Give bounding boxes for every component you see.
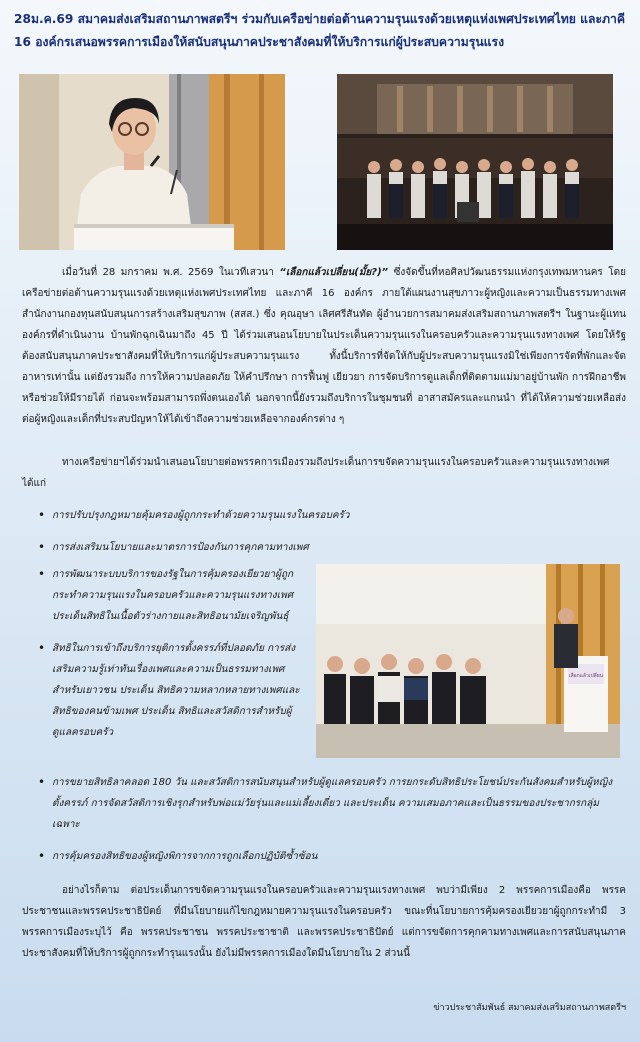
article-title: 28ม.ค.69 สมาคมส่งเสริมสถานภาพสตรีฯ ร่วมกับเครือข่ายต่อต้านความรุนแรงด้วยเหตุแห่งเพศประเทศไทย และภาคี 16 องค์กรเสนอพรรคการเมืองให้สนับสนุนภาคประชาสังคมที่ให้บริการแก่ผู้ประสบความรุนแรง <box>14 12 626 49</box>
panel-photo <box>316 564 620 758</box>
policy-list-top <box>52 505 622 569</box>
intro-paragraph: เมื่อวันที่ 28 มกราคม พ.ศ. 2569 ในเวทีเสวนา “เลือกแล้วเปลี่ยน(มั้ย?)” ซึ่งจัดขึ้นที่หอศิลปวัฒนธรรมแห่งกรุงเทพมหานคร โดย เครือข่ายต่อต้านความรุนแรงด้วยเหตุแห่งเพศประเทศไทย และภาคี 16 องค์กร ภายใต้แผนงานสุขภาวะผู้หญิงและความเป็นธรรมทางเพศ สำนักงานกองทุนสนับสนุนการสร้างเสริมสุขภาพ (สสส.) ซึ่ง คุณอุษา เลิศศรีสันทัด ผู้อำนวยการสมาคมส่งเสริมสถานภาพสตรีฯ ในฐานะผู้แทนองค์กรที่ดำเนินงาน บ้านพักฉุกเฉินมาถึง 45 ปี ได้ร่วมเสนอนโยบายในประเด็นความรุนแรงในครอบครัวและความรุนแรงทางเพศ โดยให้รัฐต้องสนับสนุนภาคประชาสังคมที่ให้บริการแก่ผู้ประสบความรุนแรง ทั้งนี้บริการที่จัดให้กับผู้ประสบความรุนแรงมิใช่เพียงการจัดที่พักและจัดอาหารเท่านั้น แต่ยังรวมถึง การให้ความปลอดภัย ให้คำปรึกษา การฟื้นฟู เยียวยา การจัดบริการดูแลเด็กที่ติดตามแม่มาอยู่บ้านพัก การฝึกอาชีพหรือช่วยให้มีรายได้ ก่อนจะพร้อมสามารถพึ่งตนเองได้ นอกจากนี้ยังรวมถึงบริการในชุมชนที่ อาสาสมัครและแกนนำ ที่ได้ให้ความช่วยเหลือส่งต่อผู้หญิงและเด็กที่ประสบปัญหาให้ได้เข้าถึงความช่วยเหลือจากองค์กรต่าง ๆ <box>22 267 626 425</box>
list-item: • การคุ้มครองสิทธิของผู้หญิงพิการจากการถูกเลือกปฏิบัติซ้ำซ้อน <box>52 846 622 867</box>
list-item: • การพัฒนาระบบบริการของรัฐในการคุ้มครองเยียวยาผู้ถูกกระทำความรุนแรงในครอบครัวและความรุนแรงทางเพศ ประเด็นสิทธิในเนื้อตัวร่างกายและสิทธิอนามัยเจริญพันธุ์ <box>52 564 300 627</box>
press-credit: ข่าวประชาสัมพันธ์ สมาคมส่งเสริมสถานภาพสตรีฯ <box>433 1003 626 1013</box>
conclusion-paragraph: อย่างไรก็ตาม ต่อประเด็นการขจัดความรุนแรงในครอบครัวและความรุนแรงทางเพศ พบว่ามีเพียง 2 พรรคการเมืองคือ พรรคประชาชนและพรรคประชาธิปัตย์ ที่มีนโยบายแก้ไขกฎหมายความรุนแรงในครอบครัว ขณะที่นโยบายการคุ้มครองเยียวยาผู้ถูกกระทำมี 3 พรรคการเมืองระบุไว้ คือ พรรคประชาชน พรรคประชาชาติ และพรรคประชาธิปัตย์ แต่การขจัดการคุกคามทางเพศและการสนับสนุนภาคประชาสังคมที่ให้บริการผู้ถูกกระทำรุนแรงนั้น ยังไม่มีพรรคการเมืองใดมีนโยบายใน 2 ส่วนนี้ <box>22 885 626 959</box>
list-item: • สิทธิในการเข้าถึงบริการยุติการตั้งครรภ์ที่ปลอดภัย การส่งเสริมความรู้เท่าทันเรื่องเพศและความเป็นธรรมทางเพศสำหรับเยาวชน ประเด็น สิทธิความหลากหลายทางเพศและสิทธิของคนข้ามเพศ ประเด็น สิทธิและสวัสดิการสำหรับผู้ดูแลครอบครัว <box>52 638 300 743</box>
list-item: • การส่งเสริมนโยบายและมาตรการป้องกันการคุกคามทางเพศ <box>52 537 622 558</box>
list-item: • การปรับปรุงกฎหมายคุ้มครองผู้ถูกกระทำด้วยความรุนแรงในครอบครัว <box>52 505 622 526</box>
policy-list-bottom <box>52 772 622 878</box>
group-photo <box>337 74 613 250</box>
policy-intro-paragraph: ทางเครือข่ายฯได้ร่วมนำเสนอนโยบายต่อพรรคการเมืองรวมถึงประเด็นการขจัดความรุนแรงในครอบครัวและความรุนแรงทางเพศ ได้แก่ <box>22 457 610 489</box>
speaker-photo <box>19 74 285 250</box>
podium-sign-text: เลือกแล้วเปลี่ยน <box>568 673 604 679</box>
event-name: “เลือกแล้วเปลี่ยน(มั้ย?)” <box>279 267 389 278</box>
list-item: • การขยายสิทธิลาคลอด 180 วัน และสวัสดิการสนับสนุนสำหรับผู้ดูแลครอบครัว การยกระดับสิทธิประโยชน์ประกันสังคมสำหรับผู้หญิงตั้งครรภ์ การจัดสวัสดิการเชิงรุกสำหรับพ่อแม่วัยรุ่นและแม่เลี้ยงเดี่ยว และประเด็น ความเสมอภาคและเป็นธรรมของประชากรกลุ่มเฉพาะ <box>52 772 622 835</box>
policy-list-middle <box>52 564 300 754</box>
